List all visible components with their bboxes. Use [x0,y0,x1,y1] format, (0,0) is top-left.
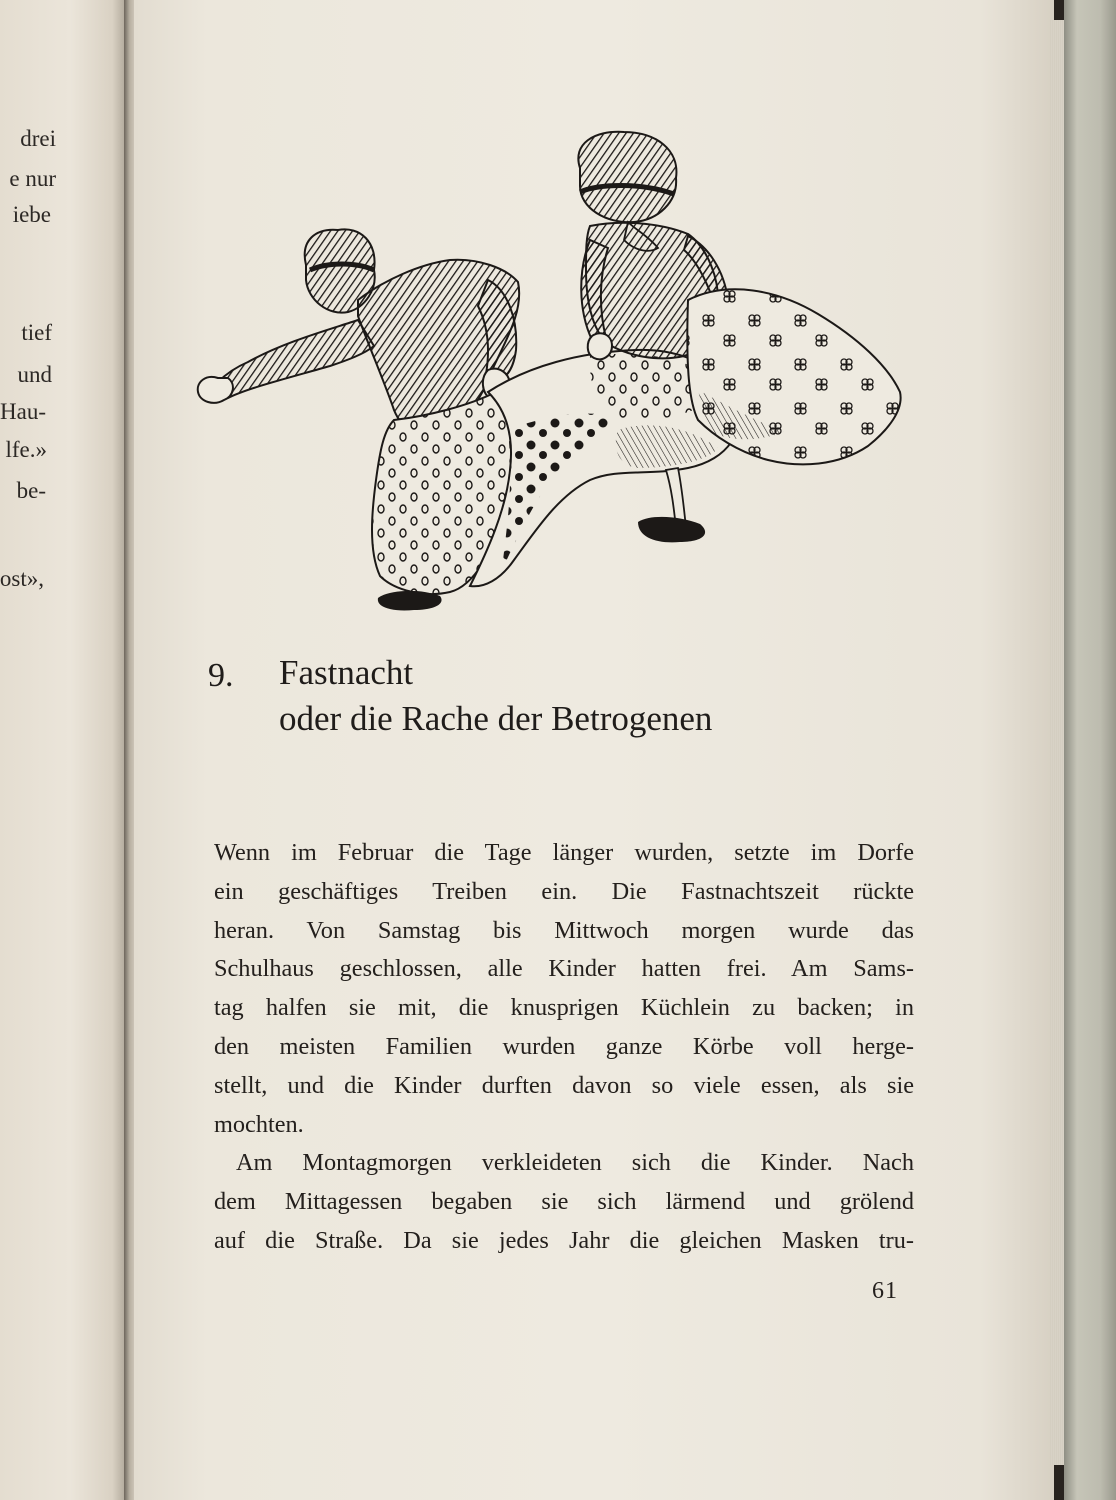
left-text-fragment: be- [16,478,46,503]
text-line: den meisten Familien wurden ganze Körbe voll herge- [214,1032,914,1060]
left-text-fragment: e nur [9,166,56,191]
chapter-title-line-1: Fastnacht [279,653,414,692]
left-text-fragment: tief [21,320,52,345]
left-text-fragment: und [17,362,52,387]
left-text-fragment: Hau- [0,399,46,424]
text-line: mochten. [214,1110,304,1138]
text-line: auf die Straße. Da sie jedes Jahr die gleichen Masken tru- [214,1226,914,1254]
text-line: Am Montagmorgen verkleideten sich die Kinder. Nach [236,1149,914,1177]
left-text-fragment: lfe.» [5,437,47,462]
text-line: Wenn im Februar die Tage länger wurden, setzte im Dorfe [214,839,914,866]
text-line: heran. Von Samstag bis Mittwoch morgen wurde das [214,916,914,944]
text-line: ein geschäftiges Treiben ein. Die Fastnachtszeit rückte [214,877,914,905]
chapter-title [279,650,712,742]
left-text-fragment: iebe [12,202,51,227]
book-cover-edge [1064,0,1116,1500]
text-line: tag halfen sie mit, die knusprigen Küchlein zu backen; in [214,994,914,1022]
left-text-fragment: drei [20,126,56,151]
text-line: Schulhaus geschlossen, alle Kinder hatten frei. Am Sams- [214,955,914,983]
body-text [214,834,914,1261]
text-line: dem Mittagessen begaben sie sich lärmend und grölend [214,1188,914,1216]
chapter-title-line-2: oder die Rache der Betrogenen [279,699,713,738]
chapter-number: 9. [208,657,234,694]
left-page [0,0,128,1500]
text-line: stellt, und die Kinder durften davon so viele essen, als sie [214,1071,914,1099]
left-text-fragment: ost», [0,566,44,591]
page-number: 61 [872,1278,898,1304]
chapter-illustration [188,130,918,630]
